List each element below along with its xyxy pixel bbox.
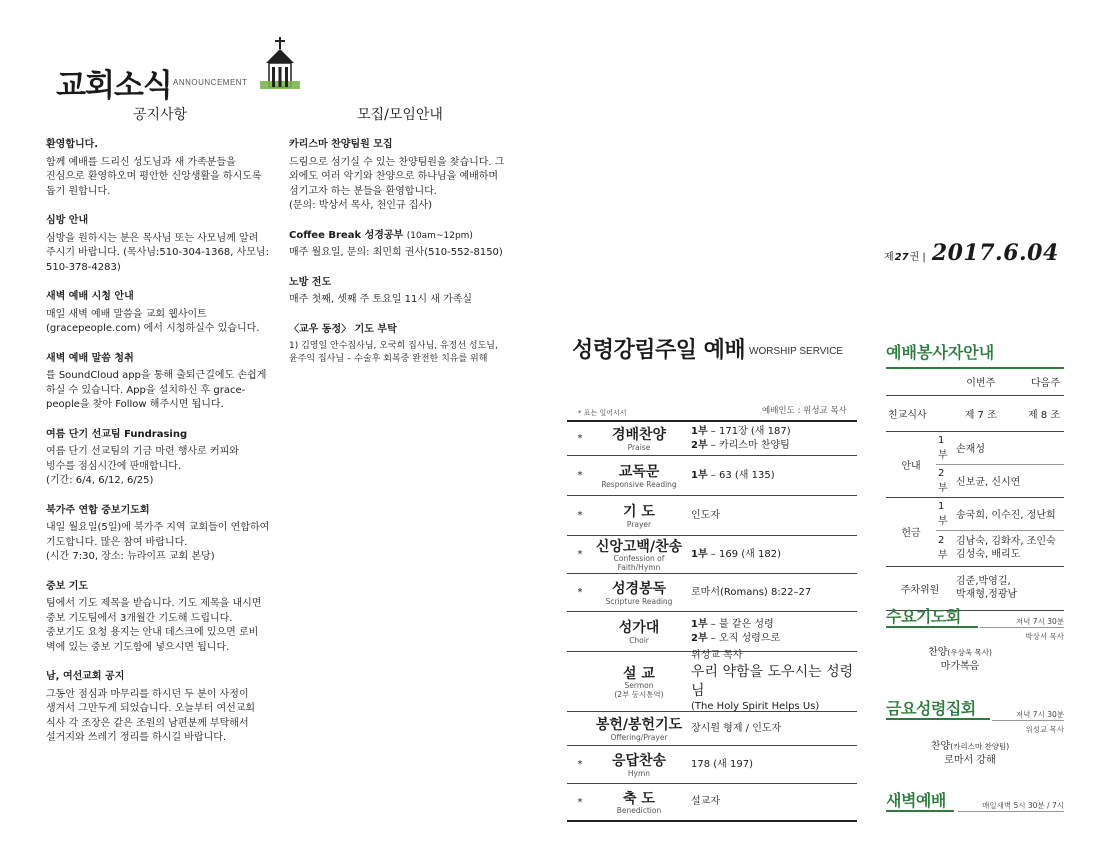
worship-item-kr: 성경봉독 bbox=[611, 581, 667, 598]
part-label: 2부 bbox=[691, 439, 708, 451]
worship-row bbox=[567, 612, 857, 652]
worship-item-kr: 응답찬송 bbox=[611, 753, 667, 770]
praise-label: 찬양 bbox=[928, 647, 948, 658]
worship-item-name bbox=[593, 751, 685, 778]
notices-column bbox=[46, 138, 271, 761]
usher-part: 2부 bbox=[938, 467, 948, 494]
offering-names: 송국희, 이수진, 정난희 bbox=[954, 497, 1064, 530]
worship-item-name bbox=[593, 537, 685, 572]
volume-suffix: 권 | bbox=[909, 252, 926, 263]
notice-title: 심방 안내 bbox=[46, 215, 89, 226]
desc-line: 로마서(Romans) 8:22–27 bbox=[691, 586, 812, 598]
notice-body: 를 SoundCloud app을 통해 출퇴근길에도 손쉽게 하실 수 있습니다. App을 설치하신 후 grace- people을 찾아 Follow 해주시면 됩니다. bbox=[46, 370, 267, 410]
worship-item-desc bbox=[685, 425, 857, 452]
worship-item-en: Prayer bbox=[626, 519, 652, 529]
worship-item-desc bbox=[685, 469, 857, 483]
worship-item-name bbox=[593, 425, 685, 452]
dawn-time: 매일새벽 5시 30분 / 7시 bbox=[958, 800, 1064, 812]
worship-item-desc bbox=[685, 548, 857, 562]
desc-line: – 171장 (새 187) bbox=[707, 426, 791, 437]
desc-line: 장시원 형제 / 인도자 bbox=[691, 722, 782, 734]
notice-body: 여름 단기 선교팀의 기금 마련 행사로 커피와 빙수를 점심시간에 판매합니다. (기간: 6/4, 6/12, 6/25) bbox=[46, 446, 239, 486]
notice-title: 새벽 예배 시청 안내 bbox=[46, 291, 134, 302]
groups-heading: 모집/모임안내 bbox=[357, 107, 443, 123]
volume-prefix: 제 bbox=[884, 252, 894, 263]
stand-mark: * bbox=[577, 433, 583, 444]
worship-item-name bbox=[593, 618, 685, 645]
friday-title: 금요성령집회 bbox=[886, 699, 976, 718]
friday-leader: 위성교 목사 bbox=[1025, 725, 1064, 734]
notice-item bbox=[46, 290, 271, 337]
notice-item bbox=[46, 138, 271, 199]
wednesday-text: 마가복음 bbox=[940, 661, 980, 672]
praise-note: (우상욱 목사) bbox=[947, 648, 992, 657]
worship-row bbox=[567, 456, 857, 496]
worship-item-kr: 봉헌/봉헌기도 bbox=[595, 717, 683, 734]
offering-names: 김남숙, 김화자, 조인숙 김성숙, 배리도 bbox=[956, 536, 1056, 560]
group-body: 1) 김영일 안수집사님, 오국희 집사님, 유정선 성도님, 윤주익 집사님 – 수술후 회복중 완전한 치유를 위해 bbox=[289, 341, 498, 365]
dawn-title: 새벽예배 bbox=[886, 791, 946, 810]
wednesday-leader: 박상서 목사 bbox=[1025, 632, 1064, 641]
notice-title: 북가주 연합 중보기도회 bbox=[46, 504, 150, 516]
page-subtitle: ANNOUNCEMENT bbox=[173, 78, 248, 87]
notice-body: 팀에서 기도 제목을 받습니다. 기도 제목을 내시면 중보 기도팀에서 3개월간 기도해 드립니다. 중보기도 요청 용지는 안내 데스크에 있으면 로비 벽에 있는 중보 기도함에 넣으시면 됩니다. bbox=[46, 598, 262, 653]
sermon-title: 우리 약함을 도우시는 성령님 bbox=[691, 663, 854, 699]
worship-item-kr: 경배찬양 bbox=[611, 427, 667, 444]
notice-item bbox=[46, 580, 271, 656]
group-body: 드림으로 섬기실 수 있는 찬양팀원을 찾습니다. 그 외에도 여러 악기와 찬양으로 하나님을 예배하며 섬기고자 하는 분들을 환영합니다. (문의: 박상서 목사, 천인규 집사) bbox=[289, 156, 505, 211]
dawn-underline bbox=[886, 810, 954, 812]
group-title-note: (10am~12pm) bbox=[406, 230, 473, 241]
usher-label: 안내 bbox=[886, 431, 936, 497]
group-body: 매주 첫째, 셋째 주 토요일 11시 새 가족실 bbox=[289, 294, 473, 305]
this-week-header: 이번주 bbox=[966, 378, 996, 390]
stand-mark: * bbox=[577, 587, 583, 598]
worship-item-en: Offering/Prayer bbox=[610, 732, 668, 742]
worship-row bbox=[567, 536, 857, 574]
worship-item-kr: 교독문 bbox=[618, 464, 660, 481]
group-item bbox=[289, 229, 517, 261]
notice-item bbox=[46, 214, 271, 275]
group-item bbox=[289, 323, 517, 367]
group-title: 〈교우 동정〉 기도 부탁 bbox=[289, 323, 397, 335]
friday-time: 저녁 7시 30분 bbox=[992, 709, 1064, 721]
worship-item-desc bbox=[685, 618, 857, 645]
worship-item-desc bbox=[685, 586, 857, 600]
groups-column bbox=[289, 138, 517, 381]
wednesday-time: 저녁 7시 30분 bbox=[980, 616, 1064, 628]
desc-line: 설교자 bbox=[691, 796, 720, 808]
praise-note: (카리스마 찬양팀) bbox=[950, 742, 1010, 751]
fellowship-this: 제 7 조 bbox=[964, 409, 997, 421]
group-title: 카리스마 찬양팀원 모집 bbox=[289, 139, 393, 150]
volume-number: 27 bbox=[894, 252, 909, 263]
worship-item-name bbox=[593, 502, 685, 529]
group-item bbox=[289, 276, 517, 308]
notice-title: 중보 기도 bbox=[46, 580, 89, 592]
worship-item-kr: 기 도 bbox=[623, 504, 655, 521]
worship-item-en: Confession of Faith/Hymn bbox=[613, 554, 665, 572]
part-label: 2부 bbox=[691, 632, 708, 644]
worship-row bbox=[567, 784, 857, 822]
worship-item-kr: 설 교 bbox=[623, 666, 655, 683]
offering-part: 1부 bbox=[936, 497, 954, 530]
worship-item-en: Benediction bbox=[616, 806, 662, 816]
worship-item-name bbox=[593, 789, 685, 816]
praise-label: 찬양 bbox=[930, 741, 951, 752]
notice-body: 매일 새벽 예배 말씀을 교회 웹사이트 (gracepeople.com) 에서 시청하실수 있습니다. bbox=[46, 308, 260, 334]
friday-underline bbox=[886, 718, 990, 720]
servants-title: 예배봉사자안내 bbox=[886, 343, 995, 362]
worship-item-kr: 신앙고백/찬송 bbox=[595, 539, 683, 556]
worship-row bbox=[567, 746, 857, 784]
servants-table bbox=[886, 367, 1064, 611]
worship-item-kr: 축 도 bbox=[623, 790, 655, 807]
worship-item-en: Praise bbox=[627, 442, 651, 452]
worship-row bbox=[567, 712, 857, 746]
group-title bbox=[289, 229, 517, 244]
notice-title: 남, 여선교회 공지 bbox=[46, 671, 125, 682]
desc-line: 인도자 bbox=[691, 509, 720, 521]
desc-line: – 63 (새 135) bbox=[707, 469, 775, 481]
desc-line: – 카리스마 찬양팀 bbox=[707, 439, 790, 451]
parking-names: 김준,박영길, 박재형,정광남 bbox=[956, 576, 1018, 600]
worship-item-kr: 성가대 bbox=[618, 620, 660, 637]
notice-item bbox=[46, 352, 271, 413]
worship-item-en: Responsive Reading bbox=[601, 479, 677, 489]
worship-leader: 예배인도 : 위성교 목사 bbox=[762, 406, 847, 416]
usher-part: 1부 bbox=[936, 431, 954, 464]
worship-row bbox=[567, 496, 857, 536]
worship-item-desc bbox=[685, 795, 857, 809]
worship-title: 성령강림주일 예배 bbox=[572, 338, 746, 363]
worship-item-desc bbox=[685, 722, 857, 736]
next-week-header: 다음주 bbox=[1031, 378, 1060, 390]
worship-item-name bbox=[593, 715, 685, 742]
usher-names: 신보균, 신시연 bbox=[956, 477, 1021, 488]
stand-mark: * bbox=[577, 470, 583, 481]
notices-heading: 공지사항 bbox=[132, 107, 188, 123]
worship-item-desc bbox=[685, 758, 857, 772]
part-label: 1부 bbox=[691, 548, 708, 560]
notice-title: 여름 단기 선교팀 Fundrasing bbox=[46, 428, 188, 440]
worship-item-en: Scripture Reading bbox=[605, 596, 673, 606]
stand-mark: * bbox=[577, 759, 583, 770]
worship-item-note: (2부 동시통역) bbox=[614, 689, 664, 699]
desc-line: – 169 (새 182) bbox=[707, 548, 781, 560]
wednesday-underline bbox=[886, 626, 978, 628]
worship-item-desc bbox=[685, 509, 857, 523]
worship-item-en: Sermon bbox=[624, 681, 654, 691]
wednesday-title: 수요기도회 bbox=[886, 607, 961, 626]
worship-order-table bbox=[567, 420, 857, 822]
stand-mark: * bbox=[577, 796, 583, 808]
issue-date bbox=[884, 240, 1059, 266]
fellowship-next: 제 8 조 bbox=[1027, 409, 1060, 421]
worship-item-name bbox=[593, 462, 685, 489]
sermon-title-en: (The Holy Spirit Helps Us) bbox=[691, 701, 820, 713]
stand-note: * 표는 일어서서 bbox=[578, 409, 627, 417]
offering-part: 2부 bbox=[938, 535, 948, 561]
worship-item-name bbox=[593, 579, 685, 606]
wednesday-praise bbox=[900, 643, 1020, 658]
church-icon bbox=[260, 37, 300, 91]
worship-row bbox=[567, 652, 857, 712]
desc-line: – 불 같은 성령 bbox=[707, 619, 774, 630]
parking-label: 주차위원 bbox=[900, 584, 940, 596]
worship-item-en: Hymn bbox=[627, 768, 651, 778]
group-title: 노방 전도 bbox=[289, 276, 332, 288]
worship-item-name bbox=[593, 664, 685, 699]
stand-mark: * bbox=[577, 510, 583, 521]
worship-subtitle: WORSHIP SERVICE bbox=[749, 346, 844, 357]
group-title-text: Coffee Break 성경공부 bbox=[289, 229, 404, 241]
group-body: 매주 월요일, 문의: 최민희 권사(510-552-8150) bbox=[289, 247, 503, 258]
offering-label: 헌금 bbox=[886, 497, 936, 566]
friday-praise bbox=[900, 737, 1040, 752]
worship-row bbox=[567, 422, 857, 456]
friday-text: 로마서 강해 bbox=[944, 755, 996, 766]
group-item bbox=[289, 138, 517, 214]
page-title: 교회소식 bbox=[56, 68, 172, 104]
notice-item bbox=[46, 670, 271, 746]
worship-item-desc bbox=[685, 649, 857, 714]
notice-body: 내일 월요일(5일)에 북가주 지역 교회들이 연합하여 기도합니다. 많은 참여 바랍니다. (시간 7:30, 장소: 뉴라이프 교회 본당) bbox=[46, 522, 270, 562]
notice-title: 환영합니다. bbox=[46, 139, 99, 150]
notice-body: 그동안 점심과 마무리를 하시던 두 분이 사정이 생겨서 그만두게 되었습니다. 오늘부터 여선교회 식사 각 조장은 같은 조원의 남편분께 부탁해서 설거지와 쓰레기 정리를 하시길 바랍니다. bbox=[46, 688, 256, 743]
usher-names: 손재성 bbox=[954, 431, 1064, 464]
date-value: 2017.6.04 bbox=[931, 240, 1059, 266]
stand-mark: * bbox=[577, 549, 583, 560]
notice-item bbox=[46, 428, 271, 489]
notice-body: 심방을 원하시는 분은 목사님 또는 사모님께 알려 주시기 바랍니다. (목사님:510-304-1368, 사모님: 510-378-4283) bbox=[46, 232, 269, 273]
worship-item-en: Choir bbox=[629, 635, 649, 645]
notice-body: 함께 예배를 드리신 성도님과 새 가족분들을 진심으로 환영하오며 평안한 신앙생활을 하시도록 돕기 원합니다. bbox=[46, 156, 262, 197]
part-label: 1부 bbox=[691, 619, 708, 630]
part-label: 1부 bbox=[691, 469, 708, 481]
desc-line: – 오직 성령으로 bbox=[707, 632, 781, 644]
part-label: 1부 bbox=[691, 426, 708, 437]
notice-title: 새벽 예배 말씀 청취 bbox=[46, 352, 134, 364]
fellowship-label: 친교식사 bbox=[888, 409, 927, 421]
desc-line: 178 (새 197) bbox=[691, 758, 753, 770]
desc-line: 위성교 목사 bbox=[691, 650, 743, 662]
worship-row bbox=[567, 574, 857, 612]
notice-item bbox=[46, 504, 271, 565]
